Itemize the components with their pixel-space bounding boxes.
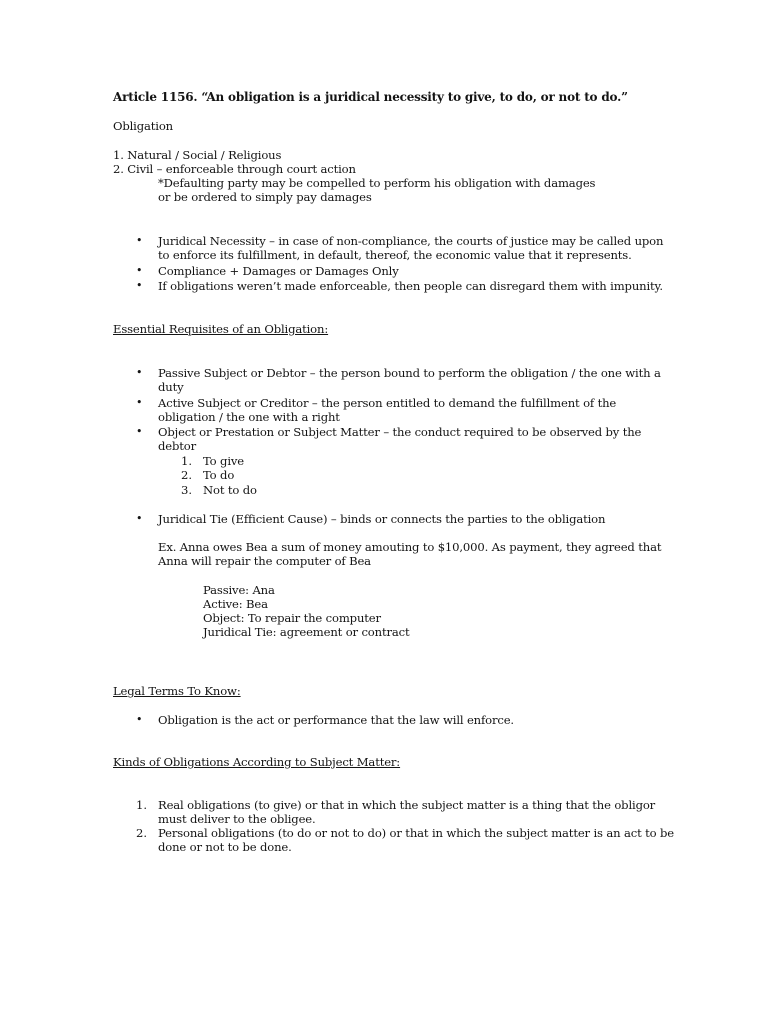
bullet-icon: • xyxy=(136,425,143,438)
civil-note-line-2: or be ordered to simply pay damages xyxy=(158,190,372,204)
requisite-active-line-2: obligation / the one with a right xyxy=(158,410,340,424)
kind-real-line-1: Real obligations (to give) or that in which the subject matter is a thing that the obligor xyxy=(158,798,656,812)
legal-term-obligation: Obligation is the act or performance that the law will enforce. xyxy=(158,713,514,727)
document-title: Article 1156. “An obligation is a juridical necessity to give, to do, or not to do.” xyxy=(113,90,628,104)
requisites-heading: Essential Requisites of an Obligation: xyxy=(113,322,329,336)
bullet-icon: • xyxy=(136,279,143,292)
example-line-1: Ex. Anna owes Bea a sum of money amouting to $10,000. As payment, they agreed that xyxy=(158,540,662,554)
obligation-type-natural: 1. Natural / Social / Religious xyxy=(113,148,282,162)
obligation-heading: Obligation xyxy=(113,119,173,133)
kind-real-line-2: must deliver to the obligee. xyxy=(158,812,316,826)
requisite-juridical-tie: Juridical Tie (Efficient Cause) – binds or connects the parties to the obligation xyxy=(158,512,606,526)
example-juridical-tie: Juridical Tie: agreement or contract xyxy=(203,625,410,639)
sub-item-to-do: To do xyxy=(203,468,235,482)
bullet-icon: • xyxy=(136,264,143,277)
example-passive: Passive: Ana xyxy=(203,583,275,597)
bullet-icon: • xyxy=(136,512,143,525)
sub-item-not-to-do: Not to do xyxy=(203,483,257,497)
bullet-icon: • xyxy=(136,366,143,379)
sub-item-to-give: To give xyxy=(203,454,244,468)
kind-personal-line-2: done or not to be done. xyxy=(158,840,292,854)
example-object: Object: To repair the computer xyxy=(203,611,381,625)
sub-item-number: 2. xyxy=(181,468,193,482)
bullet-juridical-necessity-line-2: to enforce its fulfillment, in default, thereof, the economic value that it represents. xyxy=(158,248,632,262)
example-line-2: Anna will repair the computer of Bea xyxy=(158,554,371,568)
requisite-active-line-1: Active Subject or Creditor – the person entitled to demand the fulfillment of the xyxy=(158,396,617,410)
bullet-compliance: Compliance + Damages or Damages Only xyxy=(158,264,399,278)
obligation-type-civil: 2. Civil – enforceable through court action xyxy=(113,162,356,176)
requisite-object-line-2: debtor xyxy=(158,439,196,453)
sub-item-number: 1. xyxy=(181,454,193,468)
bullet-icon: • xyxy=(136,396,143,409)
kind-number: 2. xyxy=(136,826,148,840)
example-active: Active: Bea xyxy=(203,597,268,611)
kind-personal-line-1: Personal obligations (to do or not to do) or that in which the subject matter is an act to be xyxy=(158,826,674,840)
bullet-icon: • xyxy=(136,234,143,247)
sub-item-number: 3. xyxy=(181,483,193,497)
legal-terms-heading: Legal Terms To Know: xyxy=(113,684,241,698)
requisite-object-line-1: Object or Prestation or Subject Matter – the conduct required to be observed by the xyxy=(158,425,642,439)
civil-note-line-1: *Defaulting party may be compelled to perform his obligation with damages xyxy=(158,176,596,190)
requisite-passive-line-2: duty xyxy=(158,380,184,394)
kind-number: 1. xyxy=(136,798,148,812)
bullet-icon: • xyxy=(136,713,143,726)
kinds-heading: Kinds of Obligations According to Subject Matter: xyxy=(113,755,401,769)
bullet-juridical-necessity-line-1: Juridical Necessity – in case of non-compliance, the courts of justice may be called upon xyxy=(158,234,664,248)
bullet-impunity: If obligations weren’t made enforceable, then people can disregard them with impunity. xyxy=(158,279,663,293)
requisite-passive-line-1: Passive Subject or Debtor – the person bound to perform the obligation / the one with a xyxy=(158,366,661,380)
